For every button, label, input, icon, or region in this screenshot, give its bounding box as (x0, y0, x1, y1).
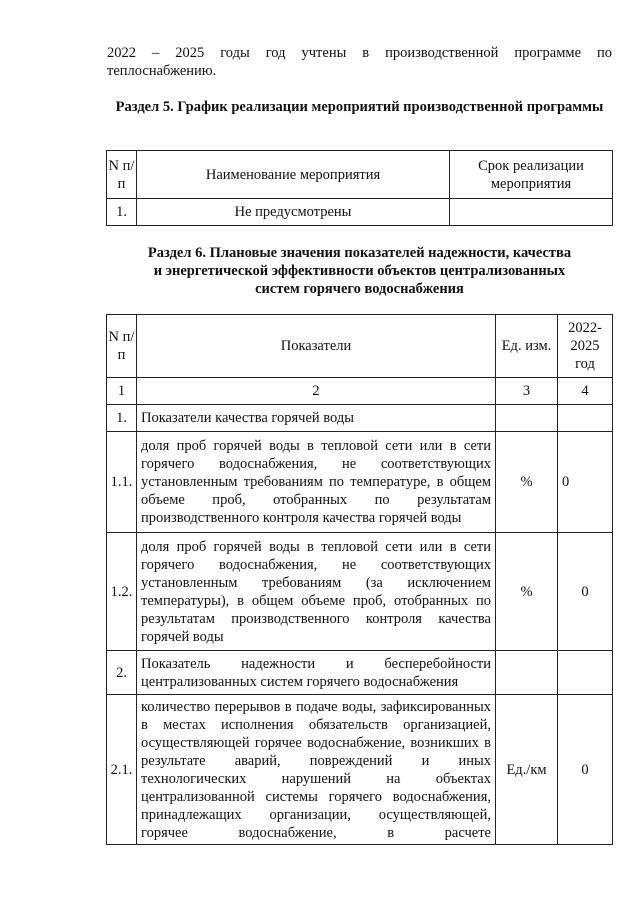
row-text: доля проб горячей воды в тепловой сети или в сети горячего водоснабжения, не соответствующих установленным требованиям по температуре, в общем объеме проб, отобранных по результатам производственного контроля качества горячей воды (137, 432, 496, 533)
row-unit: Ед./км (496, 695, 558, 845)
table-row (107, 432, 613, 533)
header-num: N п/п (107, 315, 137, 378)
row-num: 2.1. (107, 695, 137, 845)
section6-title-line: и энергетической эффективности объектов централизованных (153, 263, 566, 279)
table-header-row (107, 315, 613, 378)
row-num: 1.1. (107, 432, 137, 533)
row-value: 0 (558, 432, 613, 533)
section6-title (107, 244, 612, 298)
table-row (107, 651, 613, 695)
column-numbers-row (107, 378, 613, 405)
row-value (558, 651, 613, 695)
intro-paragraph: 2022 – 2025 годы год учтены в производственной программе по теплоснабжению. (107, 45, 612, 79)
section5-title: Раздел 5. График реализации мероприятий производственной программы (115, 99, 604, 115)
row-text: доля проб горячей воды в тепловой сети или в сети горячего водоснабжения, не соответствующих установленным требованиям (за исключением температуры), в общем объеме проб, отобранных по результатам производственного контроля качества горячей воды (137, 533, 496, 651)
section6-table (106, 314, 613, 845)
row-text: количество перерывов в подаче воды, зафиксированных в местах исполнения обязательств организацией, осуществляющей горячее водоснабжение, возникших в результате аварий, повреждений и иных технологических нарушений на объектах централизованной системы горячего водоснабжения, принадлежащих организации, осуществляющей, горячее водоснабжение, в расчете (137, 695, 496, 845)
header-indicators: Показатели (137, 315, 496, 378)
row-num: 2. (107, 651, 137, 695)
row-unit (496, 651, 558, 695)
row-num: 1. (107, 199, 137, 226)
row-value (558, 405, 613, 432)
section6-title-line: Раздел 6. Плановые значения показателей надежности, качества (147, 245, 572, 261)
row-value: 0 (558, 695, 613, 845)
row-term (450, 199, 613, 226)
header-term: Срок реализации мероприятия (450, 151, 613, 199)
row-text: Показатель надежности и бесперебойности централизованных систем горячего водоснабжения (137, 651, 496, 695)
col-number: 4 (558, 378, 613, 405)
row-text: Показатели качества горячей воды (137, 405, 496, 432)
row-value: 0 (558, 533, 613, 651)
section6-title-line: систем горячего водоснабжения (255, 281, 464, 297)
table-header-row (107, 151, 613, 199)
table-row (107, 199, 613, 226)
header-period: 2022-2025 год (558, 315, 613, 378)
section5-table (106, 150, 613, 226)
table-row (107, 695, 613, 845)
header-unit: Ед. изм. (496, 315, 558, 378)
row-unit (496, 405, 558, 432)
row-unit: % (496, 432, 558, 533)
table-row (107, 533, 613, 651)
col-number: 2 (137, 378, 496, 405)
table-row (107, 405, 613, 432)
col-number: 1 (107, 378, 137, 405)
header-num: N п/п (107, 151, 137, 199)
row-name: Не предусмотрены (137, 199, 450, 226)
header-name: Наименование мероприятия (137, 151, 450, 199)
col-number: 3 (496, 378, 558, 405)
row-unit: % (496, 533, 558, 651)
row-num: 1.2. (107, 533, 137, 651)
row-num: 1. (107, 405, 137, 432)
